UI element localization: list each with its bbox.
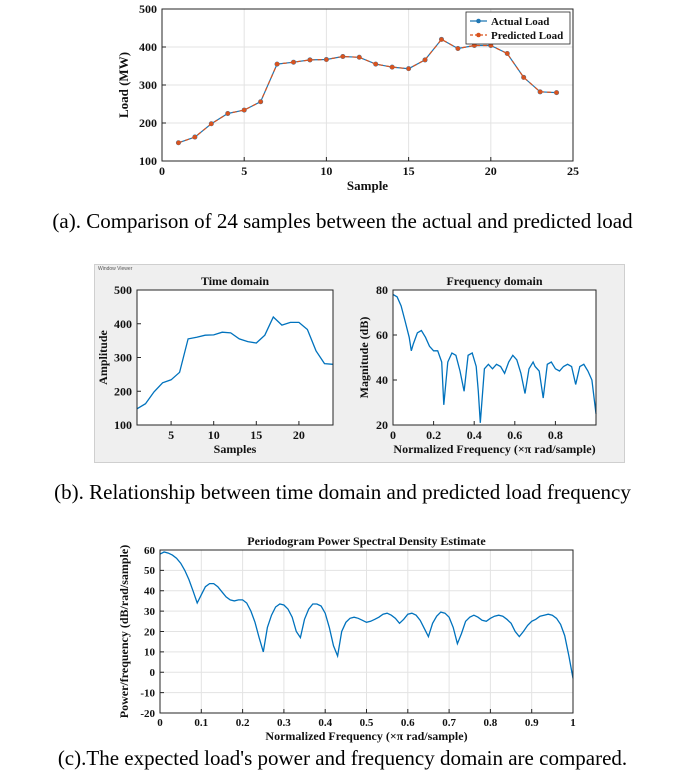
- y-tick-label: 200: [114, 384, 132, 399]
- x-tick-label: 0.5: [359, 717, 374, 729]
- data-point: [357, 55, 361, 59]
- plot-area: [393, 290, 596, 425]
- data-point: [456, 46, 460, 50]
- y-tick-label: 300: [139, 78, 157, 93]
- chart-panel-b: [0, 264, 685, 464]
- y-tick-label: 10: [144, 646, 155, 659]
- chart-c-group: [117, 534, 576, 743]
- data-point: [341, 54, 345, 58]
- data-point: [406, 66, 410, 70]
- y-tick-label: 40: [376, 373, 388, 388]
- y-tick-label: 50: [144, 565, 155, 578]
- y-tick-label: -20: [140, 707, 155, 720]
- y-tick-label: 0: [149, 667, 155, 680]
- caption-a: (a). Comparison of 24 samples between the actual and predicted load: [52, 209, 633, 233]
- data-point: [423, 58, 427, 62]
- y-tick-label: -10: [140, 687, 155, 700]
- y-tick-label: 60: [376, 328, 388, 343]
- plot-area: [137, 290, 333, 425]
- window-viewer-label: Window Viewer: [98, 266, 133, 272]
- x-tick-label: 0.1: [194, 717, 209, 729]
- data-point: [308, 58, 312, 62]
- x-tick-label: 0.6: [400, 717, 415, 729]
- x-tick-label: 10: [207, 428, 220, 442]
- chart-title: Time domain: [200, 274, 270, 288]
- chart-b1-group: [96, 274, 333, 456]
- x-axis-label: Sample: [346, 178, 389, 193]
- x-axis-label: Normalized Frequency (×π rad/sample): [265, 729, 468, 743]
- data-point: [374, 62, 378, 66]
- chart-b: [0, 264, 685, 464]
- legend: [466, 12, 570, 44]
- y-tick-label: 400: [114, 316, 132, 331]
- x-tick-label: 0.7: [442, 717, 456, 729]
- x-tick-label: 0.9: [524, 717, 539, 729]
- chart-title: Frequency domain: [446, 274, 543, 288]
- y-tick-label: 80: [376, 283, 388, 298]
- data-point: [291, 60, 295, 64]
- data-point: [324, 57, 328, 61]
- data-point: [193, 135, 197, 139]
- y-tick-label: 100: [139, 154, 157, 169]
- chart-panel-c: [0, 530, 685, 743]
- y-tick-label: 20: [144, 626, 155, 639]
- x-tick-label: 0: [390, 428, 396, 442]
- y-axis-label: Magnitude (dB): [357, 316, 371, 399]
- y-tick-label: 500: [139, 2, 157, 17]
- x-tick-label: 10: [320, 164, 333, 178]
- x-tick-label: 5: [168, 428, 175, 442]
- x-tick-label: 0.2: [426, 428, 442, 442]
- y-tick-label: 20: [376, 418, 388, 433]
- data-point: [439, 37, 443, 41]
- caption-b: (b). Relationship between time domain and predicted load frequency: [54, 480, 631, 504]
- legend-entry: Predicted Load: [491, 30, 564, 42]
- data-point: [505, 51, 509, 55]
- data-point: [554, 90, 558, 94]
- x-tick-label: 0.2: [235, 717, 250, 729]
- x-tick-label: 0.6: [507, 428, 523, 442]
- x-axis-label: Normalized Frequency (×π rad/sample): [393, 442, 596, 456]
- chart-title: Periodogram Power Spectral Density Estimate: [247, 534, 486, 548]
- x-tick-label: 20: [484, 164, 497, 178]
- y-tick-label: 300: [114, 350, 132, 365]
- data-point: [521, 75, 525, 79]
- x-tick-label: 0: [157, 717, 163, 729]
- y-tick-label: 200: [139, 116, 157, 131]
- y-axis-label: Power/frequency (dB/rad/sample): [117, 544, 131, 719]
- y-tick-label: 30: [144, 605, 155, 618]
- x-tick-label: 0.4: [466, 428, 482, 442]
- y-tick-label: 100: [114, 418, 132, 433]
- y-tick-label: 500: [114, 283, 132, 298]
- x-tick-label: 15: [250, 428, 263, 442]
- chart-panel-a: [0, 0, 685, 200]
- legend-entry: Actual Load: [491, 16, 550, 28]
- chart-b2-group: [357, 274, 596, 456]
- data-point: [242, 108, 246, 112]
- data-point: [538, 90, 542, 94]
- data-point: [390, 65, 394, 69]
- data-point: [275, 62, 279, 66]
- legend-marker: [476, 33, 481, 38]
- y-axis-label: Amplitude: [96, 330, 110, 385]
- x-tick-label: 20: [292, 428, 305, 442]
- x-tick-label: 25: [567, 164, 579, 178]
- legend-marker: [476, 19, 481, 24]
- x-tick-label: 5: [241, 164, 248, 178]
- x-tick-label: 0.3: [277, 717, 291, 729]
- y-tick-label: 400: [139, 40, 157, 55]
- x-tick-label: 1: [570, 717, 576, 729]
- x-tick-label: 0: [159, 164, 165, 178]
- y-axis-label: Load (MW): [116, 51, 131, 119]
- y-tick-label: 60: [144, 544, 155, 557]
- x-axis-label: Samples: [213, 442, 257, 456]
- x-tick-label: 0.4: [318, 717, 333, 729]
- data-point: [209, 122, 213, 126]
- data-point: [176, 141, 180, 145]
- caption-c: (c).The expected load's power and frequency domain are compared.: [57, 746, 628, 770]
- x-tick-label: 0.8: [547, 428, 563, 442]
- data-point: [226, 111, 230, 115]
- x-tick-label: 15: [402, 164, 415, 178]
- y-tick-label: 40: [144, 585, 155, 598]
- x-tick-label: 0.8: [483, 717, 498, 729]
- data-point: [258, 100, 262, 104]
- chart-c: [0, 530, 685, 743]
- chart-a: [0, 0, 685, 200]
